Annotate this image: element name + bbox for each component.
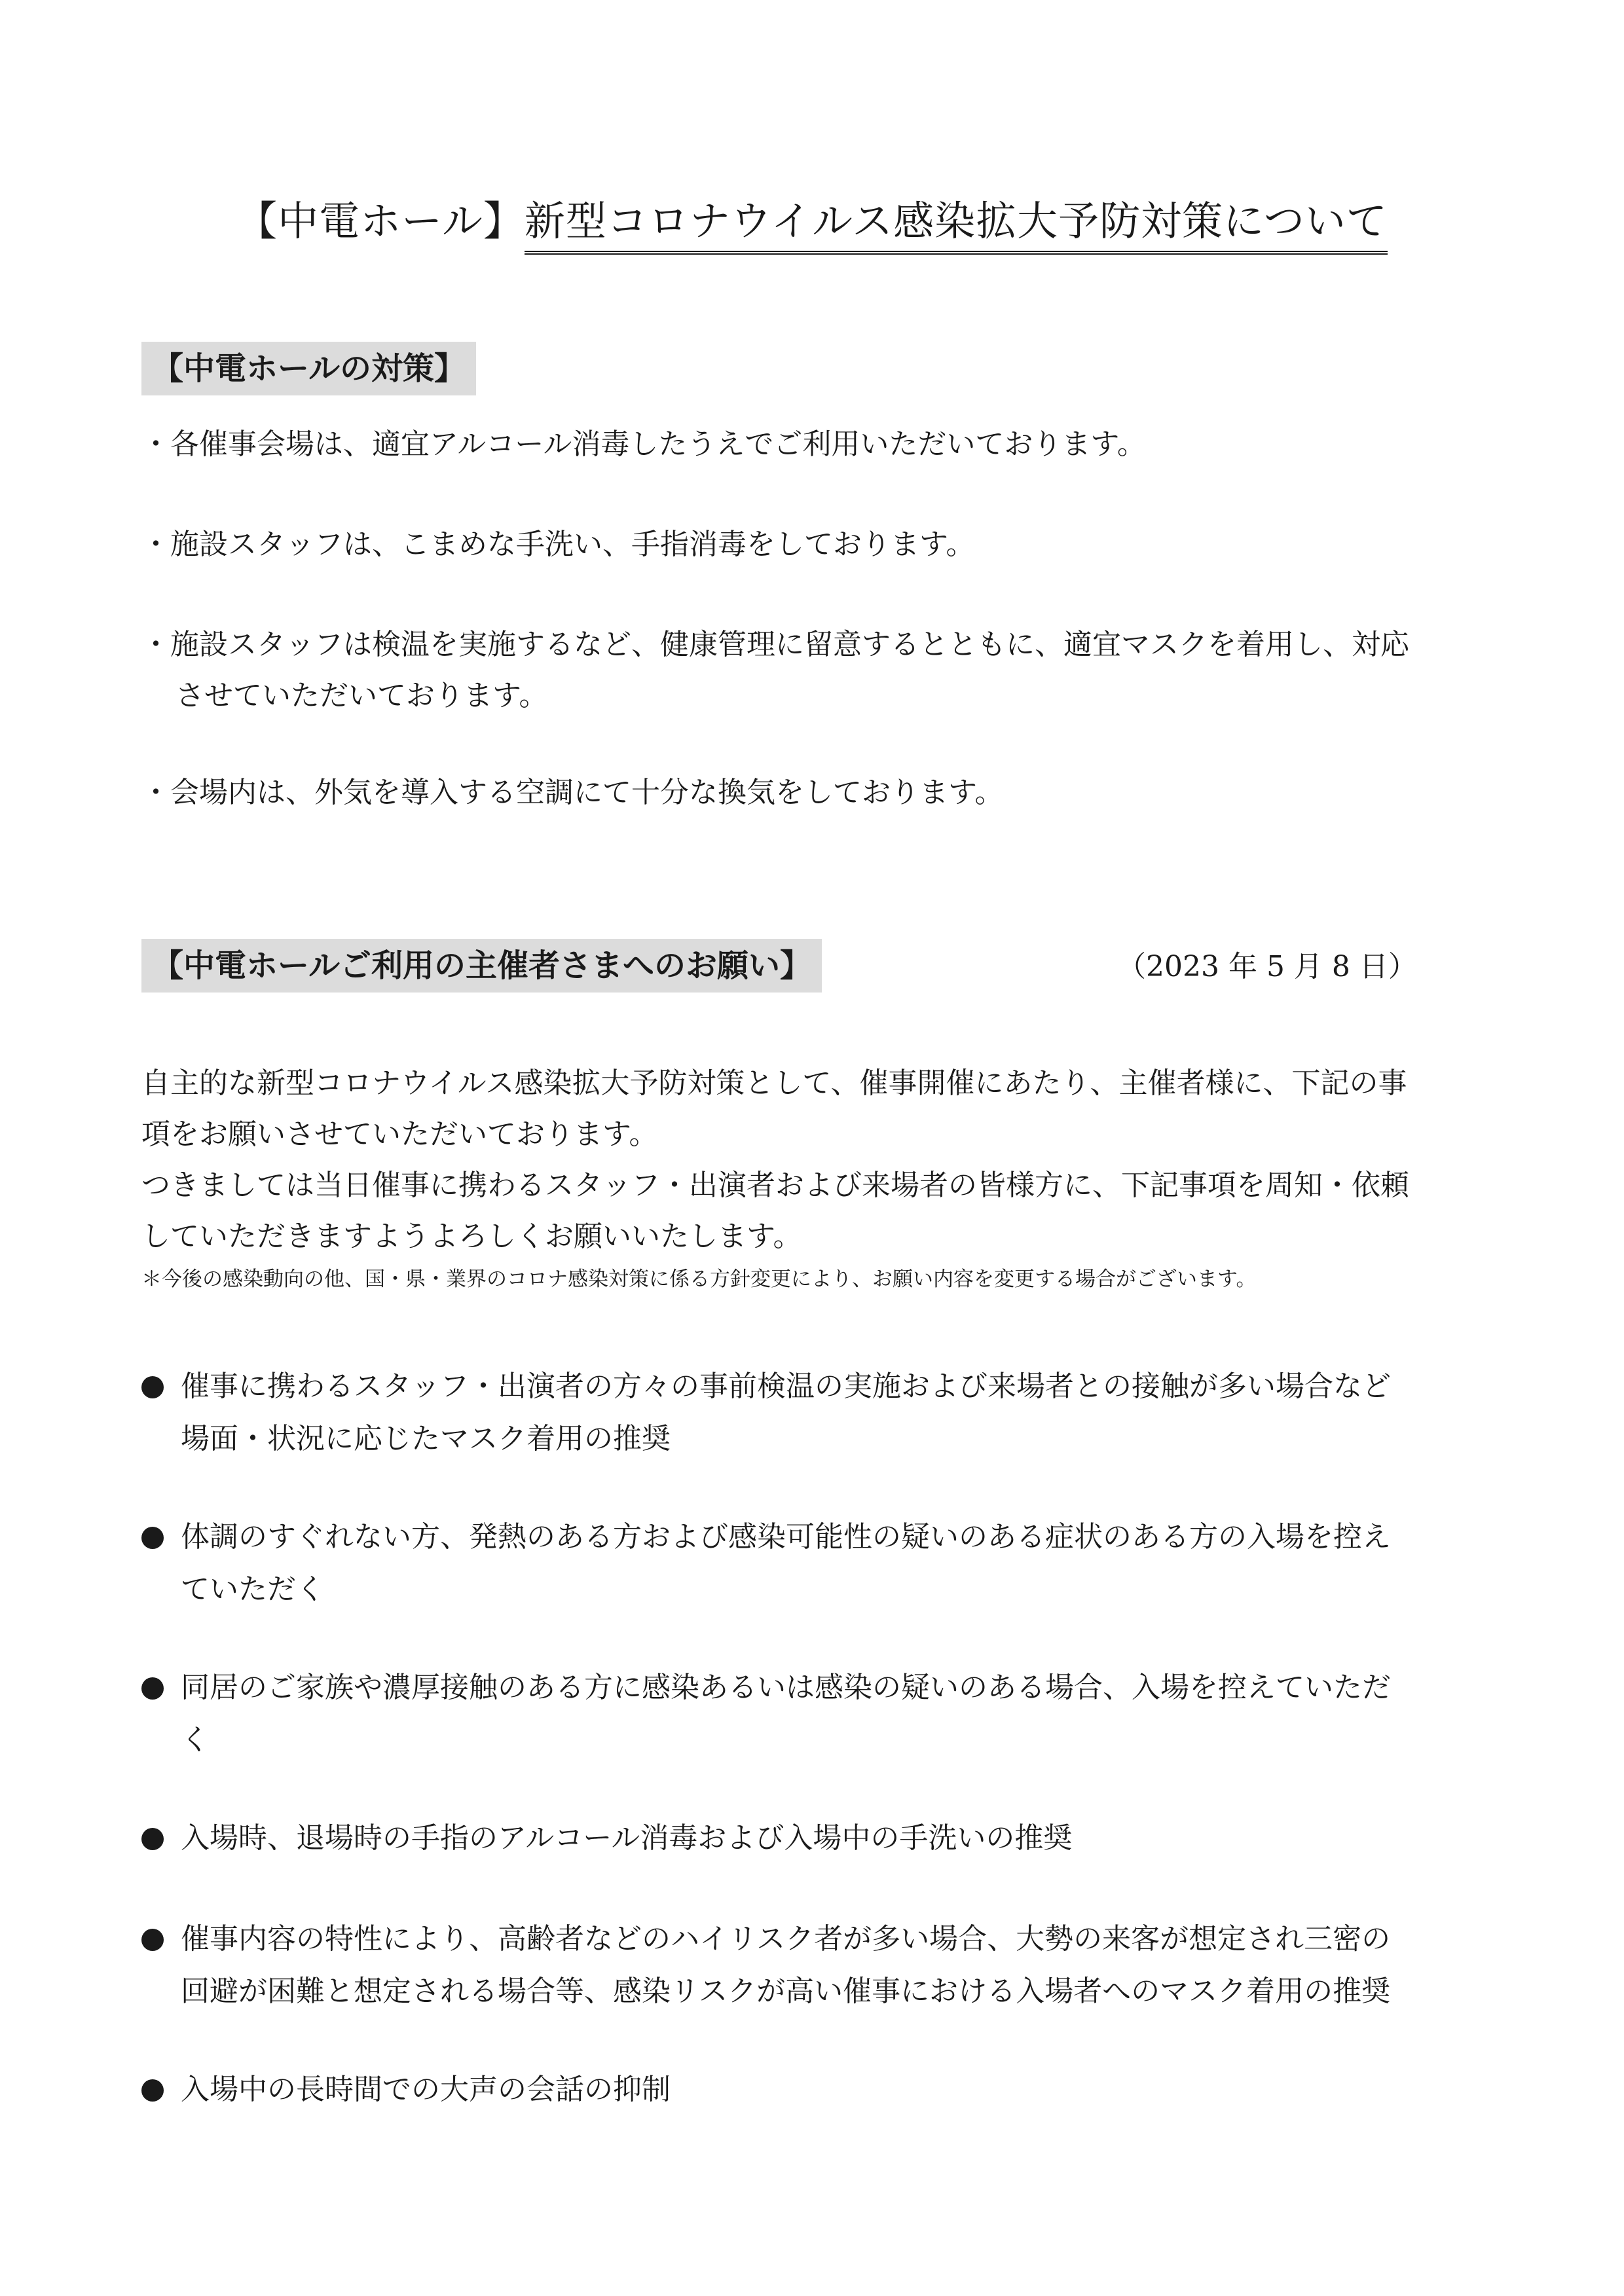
- request-line: 回避が困難と想定される場合等、感染リスクが高い催事における入場者へのマスク着用の推奨: [181, 1975, 1391, 2008]
- request-item: [181, 1913, 1390, 2018]
- revision-date: （2023 年 5 月 8 日）: [1117, 950, 1417, 983]
- request-item: [181, 1662, 1391, 1766]
- measure-item: [141, 419, 1146, 470]
- intro-paragraph: [141, 1058, 1409, 1262]
- request-line: 入場中の長時間での大声の会話の抑制: [181, 2073, 671, 2106]
- title-main: 新型コロナウイルス感染拡大予防対策について: [525, 189, 1388, 255]
- request-line: 同居のご家族や濃厚接触のある方に感染あるいは感染の疑いのある場合、入場を控えていただ: [181, 1671, 1391, 1704]
- request-item: [181, 2064, 671, 2116]
- measure-item: [141, 619, 1409, 721]
- measure-item: [141, 767, 1003, 818]
- bullet-icon: [141, 1929, 164, 1951]
- intro-line: つきましては当日催事に携わるスタッフ・出演者および来場者の皆様方に、下記事項を周知・依頼: [141, 1169, 1409, 1202]
- bullet-icon: [141, 1376, 164, 1398]
- section-heading-requests: 【中電ホールご利用の主催者さまへのお願い】: [141, 939, 822, 993]
- bullet-icon: [141, 2079, 164, 2102]
- request-line: 体調のすぐれない方、発熱のある方および感染可能性の疑いのある症状のある方の入場を控え: [181, 1520, 1391, 1554]
- measure-item-line: ・会場内は、外気を導入する空調にて十分な換気をしております。: [141, 776, 1004, 809]
- request-item: [181, 1812, 1072, 1865]
- footnote: ＊今後の感染動向の他、国・県・業界のコロナ感染対策に係る方針変更により、お願い内容を変更する場合がございます。: [141, 1267, 1257, 1291]
- title-prefix: 【中電ホール】: [236, 197, 525, 245]
- intro-line: していただきますようよろしくお願いいたします。: [141, 1220, 802, 1253]
- page-title: [236, 189, 1388, 255]
- request-line: 場面・状況に応じたマスク着用の推奨: [181, 1422, 671, 1455]
- bullet-icon: [141, 1677, 164, 1700]
- measure-item-line: ・施設スタッフは検温を実施するなど、健康管理に留意するとともに、適宜マスクを着用し、対応: [141, 628, 1409, 661]
- bullet-icon: [141, 1527, 164, 1549]
- request-item: [181, 1511, 1391, 1616]
- measure-item-line: ・施設スタッフは、こまめな手洗い、手指消毒をしております。: [141, 528, 975, 561]
- bullet-icon: [141, 1828, 164, 1850]
- request-line: く: [181, 1723, 210, 1757]
- request-item: [181, 1360, 1391, 1465]
- measure-item: [141, 519, 974, 570]
- request-line: ていただく: [181, 1573, 325, 1606]
- measure-item-line: ・各催事会場は、適宜アルコール消毒したうえでご利用いただいております。: [141, 428, 1146, 461]
- intro-line: 自主的な新型コロナウイルス感染拡大予防対策として、催事開催にあたり、主催者様に、下記の事: [141, 1066, 1407, 1100]
- request-line: 催事内容の特性により、高齢者などのハイリスク者が多い場合、大勢の来客が想定され三密の: [181, 1922, 1391, 1956]
- request-line: 催事に携わるスタッフ・出演者の方々の事前検温の実施および来場者との接触が多い場合など: [181, 1370, 1391, 1403]
- intro-line: 項をお願いさせていただいております。: [141, 1118, 658, 1151]
- section-heading-measures: 【中電ホールの対策】: [141, 342, 476, 395]
- measure-item-line: させていただいております。: [175, 679, 548, 712]
- request-line: 入場時、退場時の手指のアルコール消毒および入場中の手洗いの推奨: [181, 1821, 1073, 1855]
